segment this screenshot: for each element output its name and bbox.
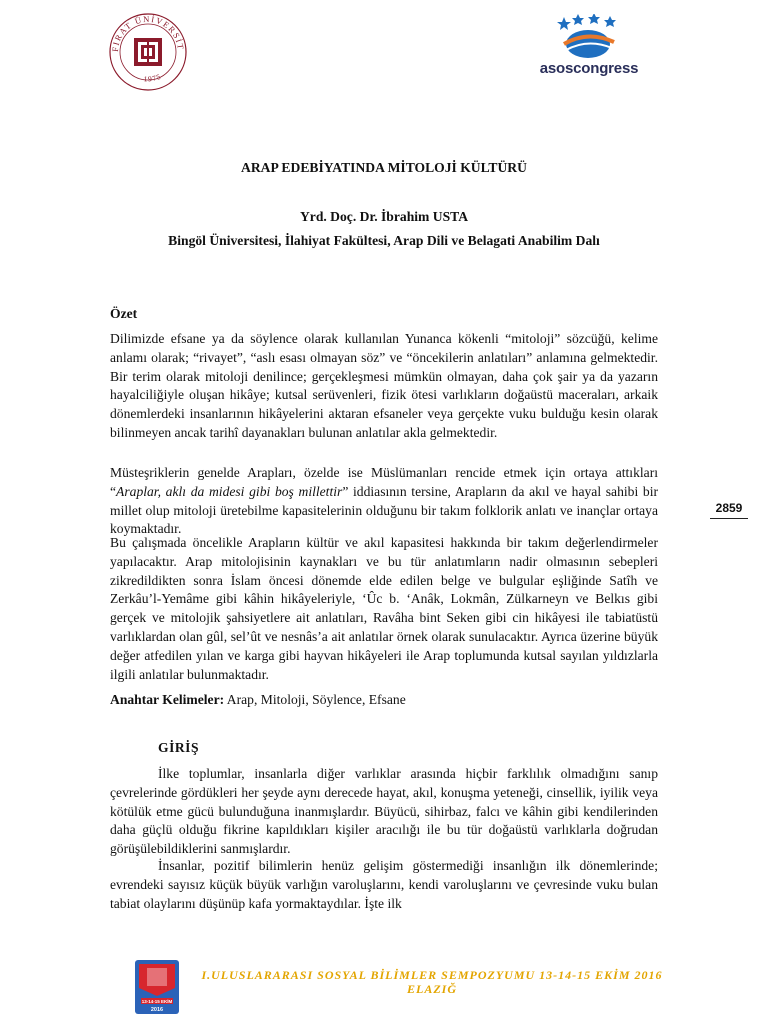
firat-university-logo [104, 8, 192, 96]
abstract-paragraph-1: Dilimizde efsane ya da söylence olarak kullanılan Yunanca kökenli “mitoloji” sözcüğü, kelime anlamı olarak; “rivayet”, “aslı esası olmayan söz” ve “öncekilerin anlatıları” anlamına gelmektedir. Bir terim olarak mitoloji denilince; gerçekleşmesi mümkün olmayan, daha çok şair ya da yazarın hayalciliğiyle oluşan hikâye; kutsal serüvenleri, fizik ötesi varlıkların doğaüstü maceraları, arkaik dönemlerdeki insanlarının hikâyelerini aktaran efsaneler veya gerçekte vuku bulduğu kesin olarak bilinmeyen ancak tarihî dayanakları bulunan anlatılar akla gelmektedir. [110, 331, 658, 440]
paper-title: ARAP EDEBİYATINDA MİTOLOJİ KÜLTÜRÜ [241, 160, 527, 175]
page-number: 2859 [710, 500, 748, 519]
abstract-p2-quote: Araplar, aklı da midesi gibi boş millettir [116, 483, 343, 499]
keywords-value: Arap, Mitoloji, Söylence, Efsane [226, 692, 406, 707]
svg-text:1975 [143, 72, 162, 84]
footer-symposium-title: I.ULUSLARARASI SOSYAL BİLİMLER SEMPOZYUMU 13-14-15 EKİM 2016 [201, 968, 663, 982]
keywords-label: Anahtar Kelimeler: [110, 692, 225, 707]
abstract-heading: Özet [110, 306, 138, 321]
asoscongress-wordmark: asoscongress [539, 60, 639, 77]
seal-year: 1975 [143, 71, 163, 84]
abstract-paragraph-3: Bu çalışmada öncelikle Arapların kültür ve akıl kapasitesi hakkında bir takım değerlendirmeler yapılacaktır. Arap mitolojisinin kaynakları ve bu tür anlatımların nadir olmasının sebepleri zikredildikten sonra İslam öncesi dönemde elde edilen belge ve bulgular eşliğinde Satîh ve Zerkâu’l-Yemâme gibi kâhin hikâyeleriyle, ‘Ûc b. ‘Anâk, Lokmân, Zülkarneyn ve Belkıs gibi gerçek ve mitolojik şahsiyetlere ait anlatıları, Ravâha bint Seken gibi cin hikâyesi ile tabiatüstü varlıklardan olan gûl, sel’ût ve nesnâs’a ait anlatılar örnek olarak sunulacaktır. Ayrıca üzerine büyük değer atfedilen yılan ve karga gibi hayvan hikâyeleri ile Arap toplumunda kutsal sayılan yıldızlarla ilgili anlatılar bulunmaktadır. [110, 535, 658, 682]
abstract-p2-text-after: ” iddiasının tersine, Arapların da akıl ve hayal sahibi bir millet olup mitoloji üretebilme kapasitelerinin olduğunu bir takım folklorik anlatı ve inançlar ortaya koymaktadır. [110, 483, 658, 537]
keywords-line [110, 692, 406, 708]
intro-paragraph-1: İlke toplumlar, insanlarla diğer varlıklar arasında hiçbir farklılık olmadığını sanıp çevrelerinde gördükleri her şeyde aynı derecede hayat, akıl, konuşma yeteneği, cinsellik, iyilik veya kötülük etme gücü bulunduğuna inanmışlardır. Büyücü, sihirbaz, falcı ve kâhin gibi kendilerinden daha güçlü olduğu fikrine kapıldıkları kişiler aracılığı ile bu tür doğaüstü varlıklarla doğrudan görüşülebildiklerini sanmışlardır. [110, 766, 658, 857]
paper-author: Yrd. Doç. Dr. İbrahim USTA [299, 209, 469, 224]
intro-heading: GİRİŞ [158, 740, 200, 755]
paper-affiliation: Bingöl Üniversitesi, İlahiyat Fakültesi, Arap Dili ve Belagati Anabilim Dalı [168, 233, 600, 248]
abstract-paragraph-2 [110, 464, 658, 539]
asoscongress-logo [524, 14, 654, 84]
symposium-badge-icon [133, 958, 181, 1016]
badge-dates: 13-14-15 EKİM [141, 999, 173, 1004]
badge-year: 2016 [150, 1007, 164, 1013]
footer-city: ELAZIĞ [406, 982, 457, 996]
intro-paragraph-2: İnsanlar, pozitif bilimlerin henüz gelişim göstermediği insanlığın ilk dönemlerinde; evrendeki sayısız küçük büyük varlığın varoluşlarını, kendi varoluşlarını ve çevresinde vuku bulan tabiat olaylarını düşünüp kafa yormaktaydılar. İşte ilk [110, 858, 658, 911]
abstract-p2-text-before: Müsteşriklerin genelde Arapları, özelde ise Müslümanları rencide etmek için ortaya attıkları “ [110, 465, 658, 499]
seal-ring-text: FIRAT ÜNİVERSİT [109, 13, 187, 53]
